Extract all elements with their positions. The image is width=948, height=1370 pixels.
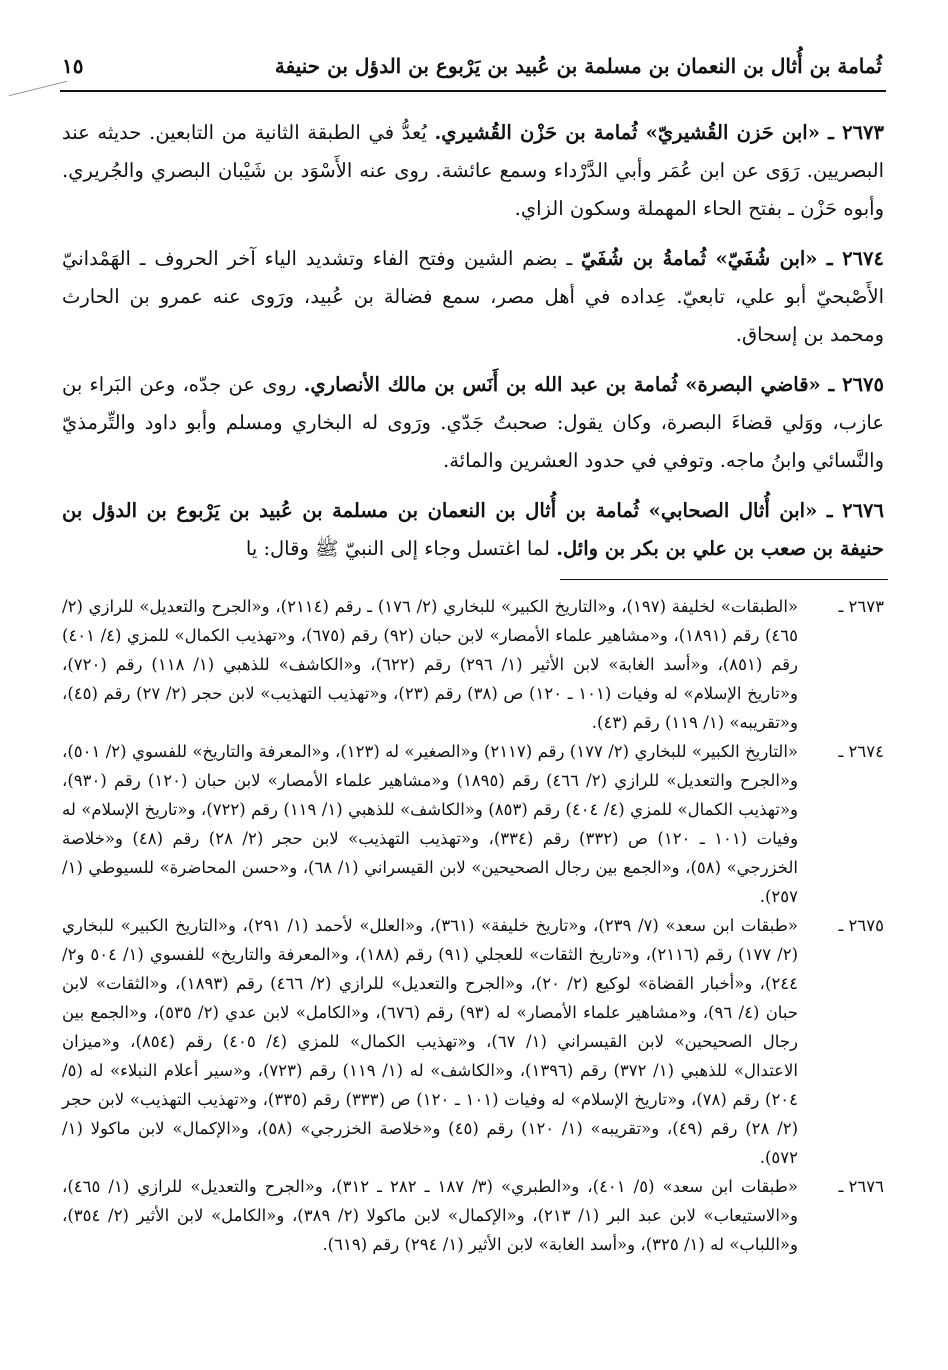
entry-body: يُعدُّ في الطبقة الثانية من التابعين. حديثه عند البصريين. رَوَى عن ابن عُمَر وأبي الدَّرْداء وسمع عائشة. روى عنه الأَسْوَد بن شَيْبان البصري والجُريري. وأبوه حَزْن ـ بفتح الحاء المهملة وسكون الزاي. (62, 121, 884, 220)
entry-heading: ٢٦٧٥ ـ «قاضي البصرة» ثُمامة بن عبد الله بن أَنَس بن مالك الأنصاري. (303, 373, 885, 396)
footnote-2674 (62, 737, 884, 911)
page-header (56, 48, 888, 88)
footnote-2676 (62, 1172, 884, 1259)
entry-2673 (62, 114, 884, 228)
footnote-number: ٢٦٧٤ ـ (838, 742, 884, 761)
footnote-number: ٢٦٧٥ ـ (838, 916, 884, 935)
entry-2675 (62, 366, 884, 480)
header-rule (60, 90, 886, 92)
footnote-text: «طبقات ابن سعد» (٥/ ٤٠١)، و«الطبري» (٣/ ١٨٧ ـ ٢٨٢ ـ ٣١٢)، و«الجرح والتعديل» للرازي (١/ ٤٦٥)، و«الاستيعاب» لابن عبد البر (١/ ٢١٣)، و«الإكمال» لابن ماكولا (٢/ ٣٨٩)، و«الكامل» لابن الأثير (٢/ ٣٥٤)، و«اللباب» له (١/ ٣٢٥)، و«أسد الغابة» لابن الأثير (١/ ٢٩٤) رقم (٦١٩). (62, 1177, 798, 1254)
entry-body: ـ بضم الشين وفتح الفاء وتشديد الياء آخر الحروف ـ الهَمْدانيّ الأَصْبحيّ أبو علي، تابعيّ. عِداده في أهل مصر، سمع فضالة بن عُبيد، ورَوى عنه عمرو بن الحارث ومحمد بن إسحاق. (62, 247, 884, 346)
footnote-text: «الطبقات» لخليفة (١٩٧)، و«التاريخ الكبير» للبخاري (٢/ ١٧٦) ـ رقم (٢١١٤)، و«الجرح والتعديل» للرازي (٢/ ٤٦٥) رقم (١٨٩١)، و«مشاهير علماء الأمصار» لابن حبان (٩٢) رقم (٦٧٥)، و«تهذيب الكمال» للمزي (٤/ ٤٠١) رقم (٨٥١)، و«أسد الغابة» لابن الأثير (١/ ٢٩٦) رقم (٦٢٢)، و«الكاشف» للذهبي (١/ ١١٨) رقم (٧٢٠)، و«تاريخ الإسلام» له وفيات (١٠١ ـ ١٢٠) ص (٣٨) رقم (٢٣)، و«تهذيب التهذيب» لابن حجر (٢/ ٢٧) رقم (٤٥)، و«تقريبه» (١/ ١١٩) رقم (٤٣). (62, 597, 799, 732)
entry-heading: ٢٦٧٤ ـ «ابن شُفَيّ» ثُمامةُ بن شُفَيّ (581, 247, 884, 270)
page-number: ١٥ (62, 54, 84, 78)
entry-2676 (62, 492, 884, 568)
entry-heading: ٢٦٧٣ ـ «ابن حَزن القُشيريّ» ثُمامة بن حَزْن القُشيري. (434, 121, 884, 144)
entry-body: لما اغتسل وجاء إلى النبيّ ﷺ وقال: يا (245, 537, 551, 560)
running-title: ثُمامة بن أُثال بن النعمان بن مسلمة بن عُبيد بن يَرْبوع بن الدؤل بن حنيفة (274, 54, 882, 78)
entry-2674 (62, 240, 884, 354)
footnote-2675 (62, 911, 884, 1172)
main-text (62, 114, 884, 580)
entry-body: روى عن جدّه، وعن البَراء بن عازب، ووَلي قضاءَ البصرة، وكان يقول: صحبتُ جَدّي. ورَوى له البخاري ومسلم وأبو داود والتِّرمذيّ والنَّسائي وابنُ ماجه. وتوفي في حدود العشرين والمائة. (62, 373, 884, 472)
footnote-text: «طبقات ابن سعد» (٧/ ٢٣٩)، و«تاريخ خليفة» (٣٦١)، و«العلل» لأحمد (١/ ٢٩١)، و«التاريخ الكبير» للبخاري (٢/ ١٧٧) رقم (٢١١٦)، و«تاريخ الثقات» للعجلي (٩١) رقم (١٨٨)، و«المعرفة والتاريخ» للفسوي (١/ ٥٠٤ و٢/ ٢٤٤)، و«أخبار القضاة» لوكيع (٢/ ٢٠)، و«الجرح والتعديل» للرازي (٢/ ٤٦٦) رقم (١٨٩٣)، و«الثقات» لابن حبان (٤/ ٩٦)، و«مشاهير علماء الأمصار» له (٩٣) رقم (٦٧٦)، و«الكامل» لابن عدي (٢/ ٥٣٥)، و«الجمع بين رجال الصحيحين» لابن القيسراني (١/ ٦٧)، و«تهذيب الكمال» للمزي (٤/ ٤٠٥) رقم (٨٥٤)، و«ميزان الاعتدال» للذهبي (١/ ٣٧٢) رقم (١٣٩٦)، و«الكاشف» له (١/ ١١٩) رقم (٧٢٣)، و«سير أعلام النبلاء» له (٥/ ٢٠٤) رقم (٧٨)، و«تاريخ الإسلام» له وفيات (١٠١ ـ ١٢٠) ص (٣٣٣) رقم (٣٣٥)، و«تهذيب التهذيب» لابن حجر (٢/ ٢٨) رقم (٤٩)، و«تقريبه» (١/ ١٢٠) رقم (٤٥) و«خلاصة الخزرجي» (٥٨)، و«الإكمال» لابن ماكولا (١/ ٥٧٢). (62, 916, 799, 1167)
footnotes (62, 592, 884, 1259)
footnote-separator (560, 579, 888, 580)
footnote-2673 (62, 592, 884, 737)
footnote-text: «التاريخ الكبير» للبخاري (٢/ ١٧٧) رقم (٢١١٧) و«الصغير» له (١٢٣)، و«المعرفة والتاريخ» للفسوي (٢/ ٥٠١)، و«الجرح والتعديل» للرازي (٢/ ٤٦٦) رقم (١٨٩٥) و«مشاهير علماء الأمصار» لابن حبان (١٢٠) رقم (٩٣٠)، و«تهذيب الكمال» للمزي (٤/ ٤٠٤) رقم (٨٥٣) و«الكاشف» للذهبي (١/ ١١٩) رقم (٧٢٢)، و«تاريخ الإسلام» له وفيات (١٠١ ـ ١٢٠) ص (٣٣٢) رقم (٣٣٤)، و«تهذيب التهذيب» لابن حجر (٢/ ٢٨) رقم (٤٨) و«خلاصة الخزرجي» (٥٨)، و«الجمع بين رجال الصحيحين» لابن القيسراني (١/ ٦٨)، و«حسن المحاضرة» للسيوطي (١/ ٢٥٧). (62, 742, 799, 906)
entry-heading: ٢٦٧٦ ـ «ابن أُثال الصحابي» ثُمامة بن أُثال بن النعمان بن مسلمة بن عُبيد بن يَرْبوع بن الدؤل بن حنيفة بن صعب بن علي بن بكر بن وائل. (62, 499, 884, 560)
footnote-number: ٢٦٧٣ ـ (838, 597, 884, 616)
footnote-number: ٢٦٧٦ ـ (838, 1177, 884, 1196)
